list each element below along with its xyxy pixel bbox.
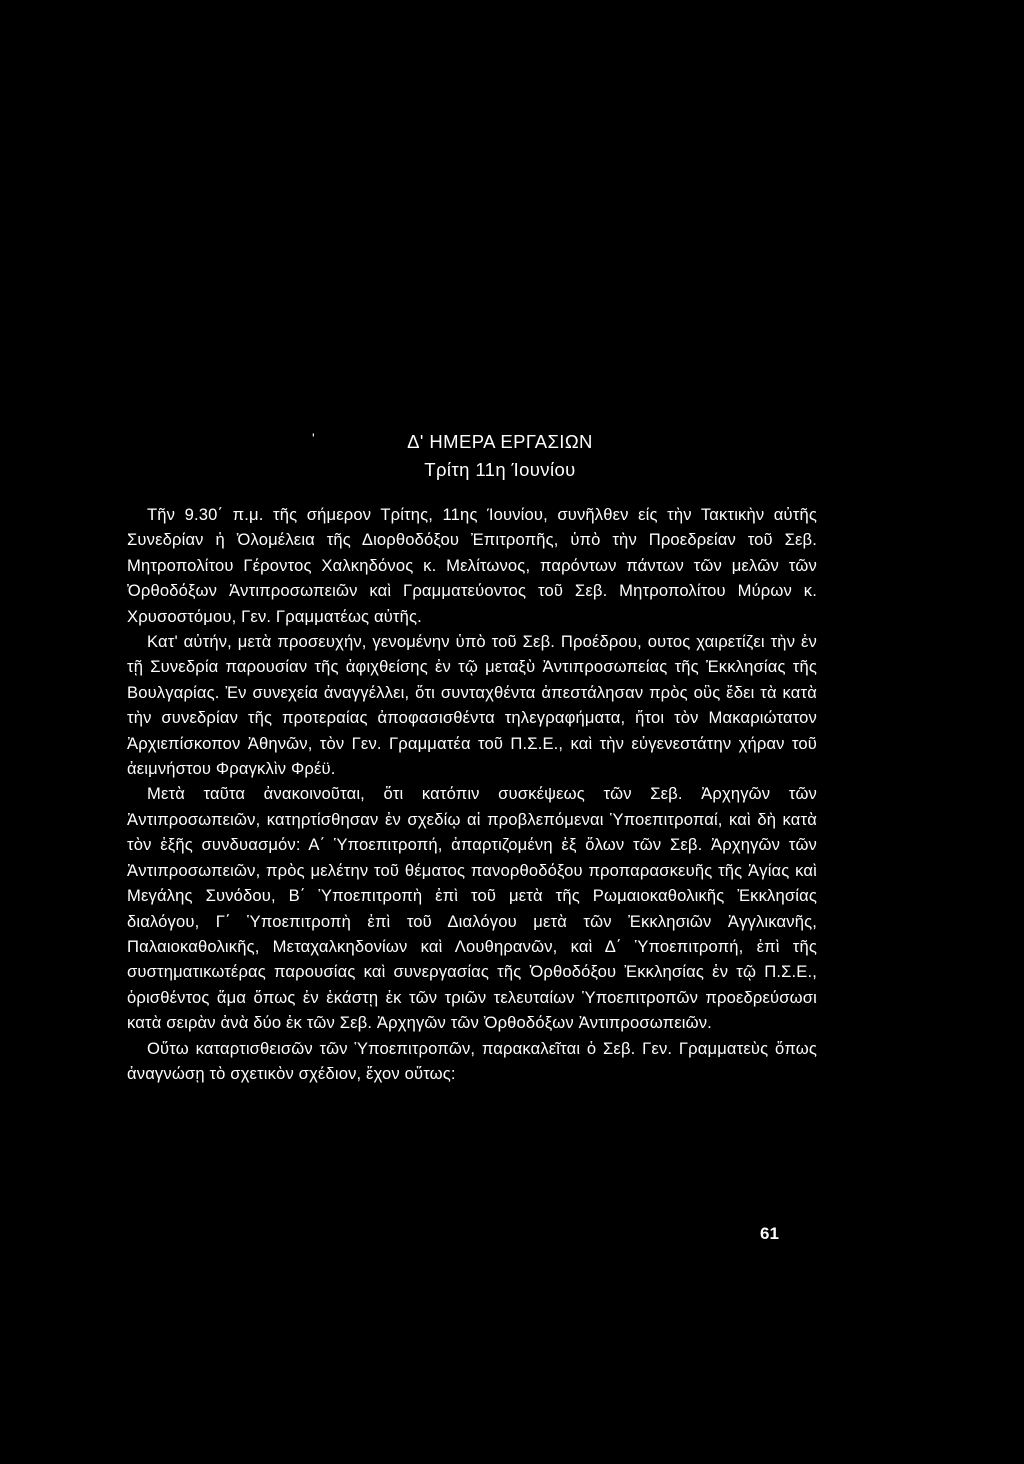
section-heading [312,428,680,484]
stray-mark: ' [312,430,316,446]
paragraph: Κατ' αὐτήν, μετὰ προσευχήν, γενομένην ὑπὸ τοῦ Σεβ. Προέδρου, ουτος χαιρετίζει τὴν ἐν τῇ Συνεδρία παρουσίαν τῆς ἀφιχθείσης ἐν τῷ μεταξὺ Ἀντιπροσωπείας τῆς Ἐκκλησίας τῆς Βουλγαρίας. Ἐν συνεχεία ἀναγγέλλει, ὅτι συνταχθέντα ἀπεστάλησαν πρὸς οὓς ἔδει τὰ κατὰ τὴν συνεδρίαν τῆς προτεραίας ἀποφασισθέντα τηλεγραφήματα, ἤτοι τὸν Μακαριώτατον Ἀρχιεπίσκοπον Ἀθηνῶν, τὸν Γεν. Γραμματέα τοῦ Π.Σ.Ε., καὶ τὴν εὐγενεστάτην χήραν τοῦ ἀειμνήστου Φραγκλὶν Φρέϋ. [127,632,817,779]
paragraph: Τῆν 9.30΄ π.μ. τῆς σήμερον Τρίτης, 11ης Ίουνίου, συνῆλθεν είς τὴν Τακτικὴν αὐτῆς Συνεδρίαν ἡ Ὀλομέλεια τῆς Διορθοδόξου Ἐπιτροπῆς, ὑπὸ τὴν Προεδρείαν τοῦ Σεβ. Μητροπολίτου Γέροντος Χαλκηδόνος κ. Μελίτωνος, παρόντων πάντων τῶν μελῶν τῶν Ὀρθοδόξων Ἀντιπροσωπειῶν καὶ Γραμματεύοντος τοῦ Σεβ. Μητροπολίτου Μύρων κ. Χρυσοστόμου, Γεν. Γραμματέως αὐτῆς. [127,505,817,626]
page-number: 61 [760,1224,779,1243]
paragraph: Μετὰ ταῦτα ἀνακοινοῦται, ὅτι κατόπιν συσκέψεως τῶν Σεβ. Ἀρχηγῶν τῶν Ἀντιπροσωπειῶν, κατηρτίσθησαν ἐν σχεδίῳ αἱ προβλεπόμεναι Ὑποεπιτροπαί, καὶ δὴ κατὰ τὸν ἑξῆς συνδυασμόν: Α΄ Ὑποεπιτροπή, ἀπαρτιζομένη ἐξ ὅλων τῶν Σεβ. Ἀρχηγῶν τῶν Ἀντιπροσωπειῶν, πρὸς μελέτην τοῦ θέματος πανορθοδόξου προπαρασκευῆς τῆς Ἁγίας καὶ Μεγάλης Συνόδου, Β΄ Ὑποεπιτροπὴ ἐπὶ τοῦ μετὰ τῆς Ρωμαιοκαθολικῆς Ἐκκλησίας διαλόγου, Γ΄ Ὑποεπιτροπὴ ἐπὶ τοῦ Διαλόγου μετὰ τῶν Ἐκκλησιῶν Ἀγγλικανῆς, Παλαιοκαθολικῆς, Μεταχαλκηδονίων καὶ Λουθηρανῶν, καὶ Δ΄ Ὑποεπιτροπή, ἐπὶ τῆς συστηματικωτέρας παρουσίας καὶ συνεργασίας τῆς Ὀρθοδόξου Ἐκκλησίας ἐν τῷ Π.Σ.Ε., ὁρισθέντος ἅμα ὅπως ἐν ἑκάστῃ ἐκ τῶν τριῶν τελευταίων Ὑποεπιτροπῶν προεδρεύσωσι κατὰ σειρὰν ἀνὰ δύο ἐκ τῶν Σεβ. Ἀρχηγῶν τῶν Ὀρθοδόξων Ἀντιπροσωπειῶν. [127,784,817,1033]
body-text [127,502,817,1086]
heading-date: Τρίτη 11η Ίουνίου [424,459,576,480]
paragraph: Οὕτω καταρτισθεισῶν τῶν Ὑποεπιτροπῶν, παρακαλεῖται ὁ Σεβ. Γεν. Γραμματεὺς ὅπως ἀναγνώσῃ τὸ σχετικὸν σχέδιον, ἔχον οὕτως: [127,1038,817,1083]
heading-title: Δ' ΗΜΕΡΑ ΕΡΓΑΣΙΩΝ [407,431,593,452]
